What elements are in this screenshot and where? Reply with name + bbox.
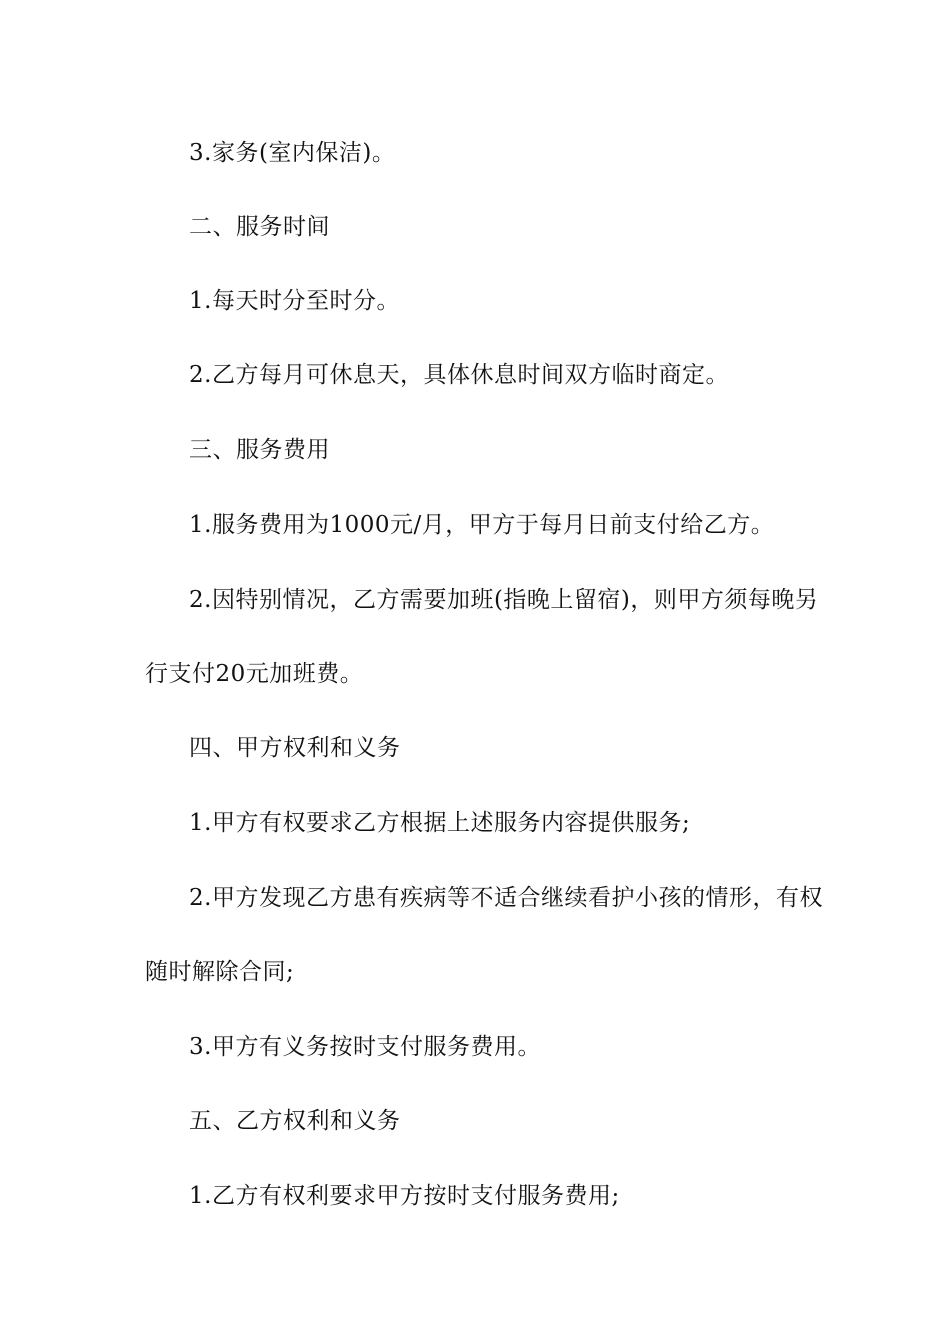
paragraph-item: 2.乙方每月可休息天，具体休息时间双方临时商定。 (189, 362, 729, 388)
paragraph-item: 1.每天时分至时分。 (189, 288, 400, 314)
section-heading: 二、服务时间 (189, 214, 330, 240)
paragraph-continuation: 随时解除合同; (145, 959, 295, 985)
paragraph-item: 1.乙方有权利要求甲方按时支付服务费用; (189, 1183, 620, 1209)
section-heading: 三、服务费用 (189, 437, 330, 463)
paragraph-item: 1.甲方有权要求乙方根据上述服务内容提供服务; (189, 810, 691, 836)
paragraph-continuation: 行支付20元加班费。 (145, 661, 364, 687)
paragraph-item: 3.家务(室内保洁)。 (189, 140, 396, 166)
paragraph-item: 2.甲方发现乙方患有疾病等不适合继续看护小孩的情形，有权 (189, 885, 823, 911)
section-heading: 五、乙方权利和义务 (189, 1108, 401, 1134)
paragraph-item: 2.因特别情况，乙方需要加班(指晚上留宿)，则甲方须每晚另 (189, 587, 819, 613)
section-heading: 四、甲方权利和义务 (189, 735, 401, 761)
paragraph-item: 1.服务费用为1000元/月，甲方于每月日前支付给乙方。 (189, 512, 775, 538)
paragraph-item: 3.甲方有义务按时支付服务费用。 (189, 1034, 541, 1060)
